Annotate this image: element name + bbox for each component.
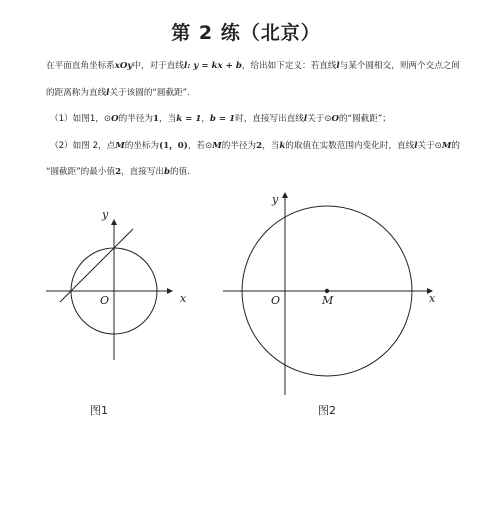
math-1: 1: [153, 114, 159, 124]
math-b: b: [164, 167, 171, 177]
math-l: l: [303, 114, 308, 124]
q1-text: （1）如图1，⊙: [50, 114, 112, 124]
q2-text: 的半径为: [221, 141, 257, 151]
q2-text: 的坐标为: [124, 141, 160, 151]
intro-text: 在平面直角坐标系: [46, 61, 115, 71]
math-l: l: [106, 88, 110, 98]
math-l: l: [336, 61, 340, 71]
fig2-y-label: y: [272, 193, 279, 206]
q1-text: 关于⊙: [307, 114, 332, 124]
q2-text: ，直接写出: [121, 167, 165, 177]
intro-text: 关于该圆的“圆截距”.: [109, 88, 190, 98]
fig2-origin-label: O: [271, 294, 281, 307]
intro-text: 的距离称为直线: [46, 88, 107, 98]
math-2: 2: [256, 141, 263, 151]
q2-text: ，若⊙: [187, 141, 213, 151]
q2-text: 关于⊙: [417, 141, 442, 151]
q2-text: ，当: [262, 141, 280, 151]
figure-1-caption: 图1: [90, 404, 108, 417]
figure-2-caption: 图2: [318, 404, 336, 417]
math-xoy: xOy: [114, 61, 133, 71]
math-line-equation: l: y = kx + b: [183, 61, 242, 71]
q1-text: 的“圆截距”；: [339, 114, 391, 124]
math-l: l: [414, 141, 418, 151]
q1-text: 的半径为: [118, 114, 153, 124]
page-title: 第 2 练（北京）: [171, 22, 321, 44]
math-coord: (1，0): [159, 141, 188, 151]
fig2-center-point: [325, 289, 329, 293]
fig1-x-label: x: [180, 292, 187, 305]
intro-text: 与某个圆相交，则两个交点之间: [339, 61, 460, 71]
q2-text: “圆截距”的最小值: [46, 167, 116, 177]
math-b: b = 1: [209, 114, 236, 124]
q1-text: ，当: [158, 114, 177, 124]
intro-text: 中，对于直线: [132, 61, 184, 71]
math-m: M: [441, 141, 452, 151]
math-2: 2: [115, 167, 122, 177]
q2-text: 的取值在实数范围内变化时，直线: [285, 141, 415, 151]
math-m: M: [115, 141, 125, 151]
math-o: O: [111, 114, 119, 124]
q2-text: （2）如图 2，点: [50, 141, 116, 151]
math-m: M: [212, 141, 222, 151]
fig1-origin-label: O: [100, 294, 110, 307]
math-k: k = 1: [176, 114, 202, 124]
intro-text: ，给出如下定义：若直线: [241, 61, 337, 71]
q2-text: 的: [451, 141, 460, 151]
fig2-center-label: M: [322, 294, 334, 307]
math-k: k: [279, 141, 286, 151]
q1-text: ，: [201, 114, 210, 124]
math-o: O: [331, 114, 340, 124]
q1-text: 时，直接写出直线: [235, 114, 304, 124]
fig1-y-label: y: [102, 208, 109, 221]
fig2-x-label: x: [429, 292, 436, 305]
q2-text: 的值.: [170, 167, 190, 177]
